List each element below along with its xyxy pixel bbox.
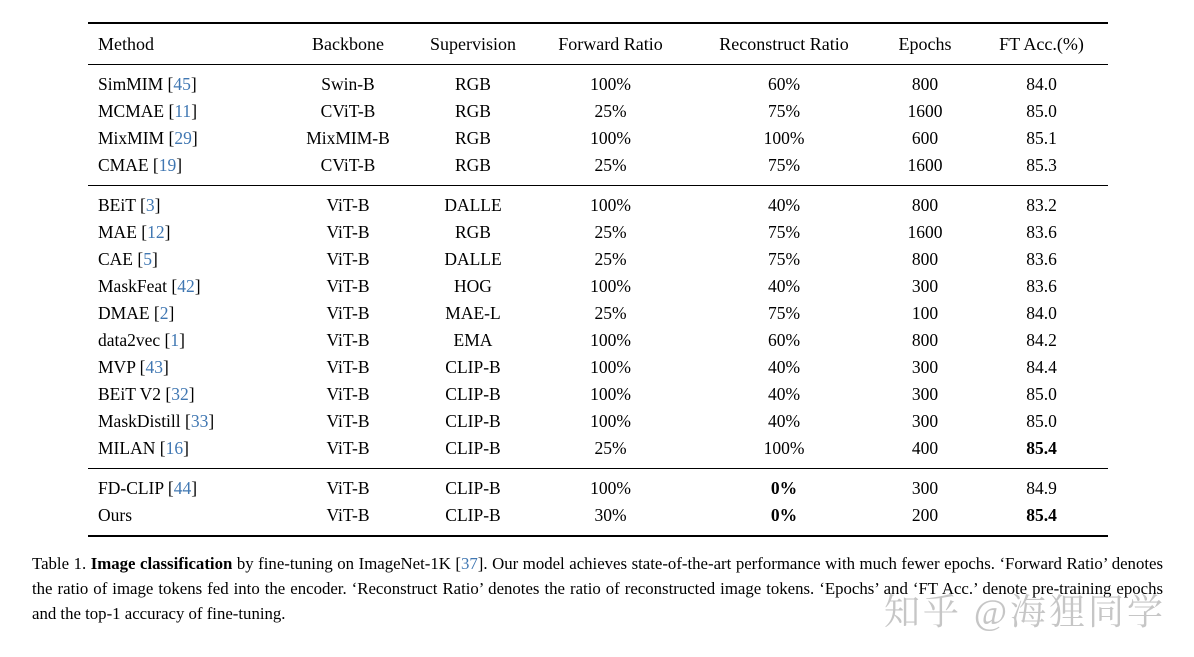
acc-cell: 85.0 xyxy=(1026,411,1057,431)
supervision-cell: RGB xyxy=(455,222,491,242)
supervision-cell: DALLE xyxy=(444,249,502,269)
acc-cell: 85.4 xyxy=(1026,505,1057,525)
reconstruct-cell: 40% xyxy=(767,357,801,377)
backbone-cell: ViT-B xyxy=(326,330,370,350)
table-row xyxy=(88,125,1108,152)
epochs-cell: 1600 xyxy=(907,222,943,242)
acc-cell: 84.9 xyxy=(975,469,1108,503)
column-header: Forward Ratio xyxy=(528,23,693,65)
table-group xyxy=(88,186,1108,469)
citation-link[interactable]: 2 xyxy=(159,303,169,323)
citation-link[interactable]: 3 xyxy=(145,195,155,215)
table-row xyxy=(88,408,1108,435)
forward-cell: 30% xyxy=(594,505,627,525)
supervision-cell: CLIP-B xyxy=(445,384,501,404)
method-cell: MixMIM [29] xyxy=(98,128,198,148)
method-cell: data2vec [1] xyxy=(98,330,185,350)
acc-cell: 85.0 xyxy=(1026,101,1057,121)
method-cell: CMAE [19] xyxy=(98,155,183,175)
epochs-cell: 1600 xyxy=(907,101,943,121)
reconstruct-cell: 75% xyxy=(767,101,801,121)
citation-link[interactable]: 11 xyxy=(174,101,192,121)
backbone-cell: CViT-B xyxy=(320,101,376,121)
reconstruct-cell: 40% xyxy=(693,186,875,220)
table-row xyxy=(88,502,1108,536)
epochs-cell: 200 xyxy=(911,505,939,525)
supervision-cell: CLIP-B xyxy=(445,357,501,377)
epochs-cell: 800 xyxy=(875,186,975,220)
backbone-cell: ViT-B xyxy=(326,303,370,323)
acc-cell: 85.0 xyxy=(1026,384,1057,404)
epochs-cell: 800 xyxy=(875,65,975,99)
method-cell: MaskFeat [42] xyxy=(98,276,201,296)
table-row xyxy=(88,435,1108,469)
citation-link[interactable]: 45 xyxy=(173,74,191,94)
results-table xyxy=(88,22,1108,537)
method-cell: Ours xyxy=(98,505,133,525)
epochs-cell: 400 xyxy=(911,438,939,458)
column-header: Backbone xyxy=(278,23,418,65)
acc-cell: 83.6 xyxy=(1026,276,1057,296)
backbone-cell: ViT-B xyxy=(326,438,370,458)
epochs-cell: 300 xyxy=(911,357,939,377)
acc-cell: 84.4 xyxy=(1026,357,1057,377)
acc-cell: 85.3 xyxy=(1026,155,1057,175)
table-caption xyxy=(32,552,1163,626)
caption-citation-link[interactable]: 37 xyxy=(461,554,478,573)
method-cell: MCMAE [11] xyxy=(98,101,198,121)
reconstruct-cell: 0% xyxy=(770,505,798,525)
citation-link[interactable]: 43 xyxy=(145,357,163,377)
reconstruct-cell: 40% xyxy=(767,411,801,431)
caption-text-pre: by fine-tuning on ImageNet-1K [ xyxy=(232,554,462,573)
reconstruct-cell: 75% xyxy=(767,155,801,175)
reconstruct-cell: 75% xyxy=(767,303,801,323)
epochs-cell: 600 xyxy=(911,128,939,148)
method-cell: BEiT [3] xyxy=(88,186,278,220)
forward-cell: 100% xyxy=(590,357,631,377)
citation-link[interactable]: 32 xyxy=(171,384,189,404)
backbone-cell: ViT-B xyxy=(326,357,370,377)
citation-link[interactable]: 12 xyxy=(147,222,165,242)
supervision-cell: MAE-L xyxy=(445,303,501,323)
citation-link[interactable]: 33 xyxy=(190,411,209,431)
method-cell: MAE [12] xyxy=(98,222,171,242)
citation-link[interactable]: 44 xyxy=(173,478,192,498)
citation-link[interactable]: 19 xyxy=(158,155,177,175)
table-row xyxy=(88,65,1108,99)
column-header: Reconstruct Ratio xyxy=(693,23,875,65)
supervision-cell: CLIP-B xyxy=(445,411,501,431)
method-cell: FD-CLIP [44] xyxy=(88,469,278,503)
epochs-cell: 800 xyxy=(911,330,939,350)
column-header: FT Acc.(%) xyxy=(975,23,1108,65)
forward-cell: 100% xyxy=(528,469,693,503)
method-cell: SimMIM [45] xyxy=(88,65,278,99)
backbone-cell: ViT-B xyxy=(326,384,370,404)
epochs-cell: 100 xyxy=(911,303,939,323)
forward-cell: 25% xyxy=(594,249,627,269)
epochs-cell: 300 xyxy=(911,411,939,431)
epochs-cell: 1600 xyxy=(907,155,943,175)
column-header: Epochs xyxy=(875,23,975,65)
forward-cell: 25% xyxy=(594,303,627,323)
acc-cell: 83.6 xyxy=(1026,222,1057,242)
reconstruct-cell: 100% xyxy=(763,438,805,458)
supervision-cell: CLIP-B xyxy=(418,469,528,503)
backbone-cell: CViT-B xyxy=(320,155,376,175)
table-group xyxy=(88,469,1108,537)
epochs-cell: 300 xyxy=(911,384,939,404)
backbone-cell: ViT-B xyxy=(326,249,370,269)
acc-cell: 83.2 xyxy=(975,186,1108,220)
forward-cell: 25% xyxy=(594,101,627,121)
supervision-cell: EMA xyxy=(453,330,493,350)
table-row xyxy=(88,327,1108,354)
forward-cell: 100% xyxy=(590,384,631,404)
table-row xyxy=(88,246,1108,273)
caption-label: Table 1. xyxy=(32,554,91,573)
table-row xyxy=(88,219,1108,246)
forward-cell: 100% xyxy=(590,411,631,431)
method-cell: DMAE [2] xyxy=(98,303,175,323)
table-row xyxy=(88,381,1108,408)
backbone-cell: ViT-B xyxy=(326,222,370,242)
supervision-cell: RGB xyxy=(455,101,491,121)
table-row xyxy=(88,152,1108,186)
reconstruct-cell: 40% xyxy=(767,276,801,296)
reconstruct-cell: 0% xyxy=(693,469,875,503)
reconstruct-cell: 60% xyxy=(693,65,875,99)
forward-cell: 100% xyxy=(528,65,693,99)
caption-bold-phrase: Image classification xyxy=(90,554,233,573)
epochs-cell: 300 xyxy=(911,276,939,296)
citation-link[interactable]: 16 xyxy=(165,438,184,458)
backbone-cell: ViT-B xyxy=(278,469,418,503)
epochs-cell: 300 xyxy=(875,469,975,503)
reconstruct-cell: 75% xyxy=(767,222,801,242)
table-row xyxy=(88,354,1108,381)
supervision-cell: CLIP-B xyxy=(445,505,501,525)
method-cell: MVP [43] xyxy=(98,357,169,377)
backbone-cell: MixMIM-B xyxy=(306,128,390,148)
supervision-cell: RGB xyxy=(455,155,491,175)
reconstruct-cell: 100% xyxy=(763,128,805,148)
table-row xyxy=(88,98,1108,125)
table-container xyxy=(88,22,1108,537)
reconstruct-cell: 40% xyxy=(767,384,801,404)
acc-cell: 84.0 xyxy=(1026,303,1057,323)
method-cell: BEiT V2 [32] xyxy=(98,384,195,404)
backbone-cell: ViT-B xyxy=(278,186,418,220)
backbone-cell: ViT-B xyxy=(326,276,370,296)
forward-cell: 100% xyxy=(590,276,631,296)
epochs-cell: 800 xyxy=(911,249,939,269)
acc-cell: 85.4 xyxy=(1026,438,1057,458)
forward-cell: 100% xyxy=(590,330,631,350)
citation-link[interactable]: 29 xyxy=(174,128,192,148)
backbone-cell: ViT-B xyxy=(326,505,370,525)
table-group xyxy=(88,65,1108,186)
citation-link[interactable]: 42 xyxy=(177,276,195,296)
forward-cell: 25% xyxy=(594,438,627,458)
forward-cell: 25% xyxy=(594,155,627,175)
supervision-cell: HOG xyxy=(454,276,492,296)
method-cell: MaskDistill [33] xyxy=(98,411,215,431)
supervision-cell: RGB xyxy=(455,128,491,148)
table-row xyxy=(88,300,1108,327)
header-row xyxy=(88,23,1108,65)
acc-cell: 85.1 xyxy=(1026,128,1057,148)
supervision-cell: RGB xyxy=(418,65,528,99)
method-cell: CAE [5] xyxy=(98,249,158,269)
watermark: 知乎 @海狸同学 xyxy=(883,592,1166,632)
forward-cell: 25% xyxy=(594,222,627,242)
acc-cell: 84.0 xyxy=(975,65,1108,99)
column-header: Method xyxy=(88,23,278,65)
table-row xyxy=(88,186,1108,220)
citation-link[interactable]: 5 xyxy=(143,249,152,269)
backbone-cell: Swin-B xyxy=(278,65,418,99)
caption-text-post: ]. Our model achieves state-of-the-art performance with much fewer epochs. ‘Forward Ratio’ denotes the ratio of image tokens fed into the encoder. ‘Reconstruct Ratio’ denotes the ratio of reconstructed image tokens. ‘Epochs’ and ‘FT Acc.’ denote pre-training epochs and the top-1 accuracy of fine-tuning. xyxy=(32,554,1163,623)
table-row xyxy=(88,273,1108,300)
acc-cell: 84.2 xyxy=(1026,330,1057,350)
supervision-cell: CLIP-B xyxy=(445,438,501,458)
column-header: Supervision xyxy=(418,23,528,65)
acc-cell: 83.6 xyxy=(1026,249,1057,269)
citation-link[interactable]: 1 xyxy=(170,330,180,350)
reconstruct-cell: 75% xyxy=(767,249,801,269)
method-cell: MILAN [16] xyxy=(98,438,189,458)
forward-cell: 100% xyxy=(528,186,693,220)
forward-cell: 100% xyxy=(590,128,631,148)
backbone-cell: ViT-B xyxy=(326,411,370,431)
reconstruct-cell: 60% xyxy=(767,330,801,350)
table-row xyxy=(88,469,1108,503)
supervision-cell: DALLE xyxy=(418,186,528,220)
